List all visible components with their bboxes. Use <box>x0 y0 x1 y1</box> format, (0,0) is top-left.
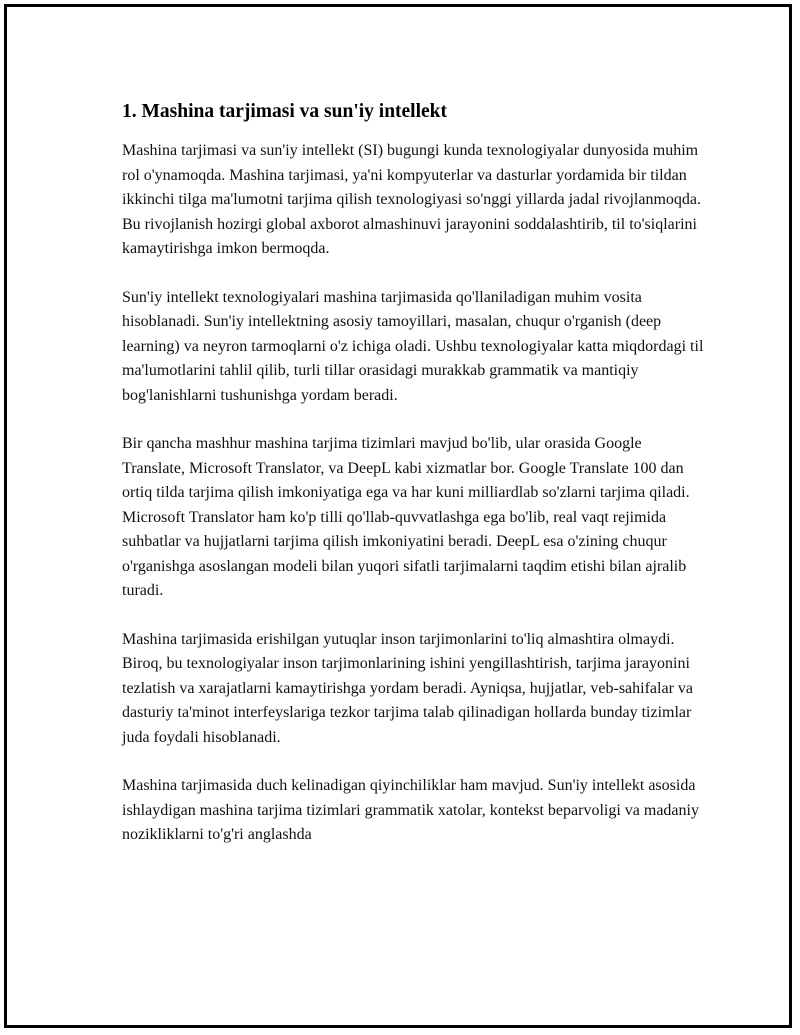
document-content <box>122 99 704 848</box>
section-heading: 1. Mashina tarjimasi va sun'iy intellekt <box>122 101 448 122</box>
paragraph-2: Sun'iy intellekt texnologiyalari mashina tarjimasida qo'llaniladigan muhim vosita hisoblanadi. Sun'iy intellektning asosiy tamoyillari, masalan, chuqur o'rganish (deep learning) va neyron tarmoqlarni o'z ichiga oladi. Ushbu texnologiyalar katta miqdordagi til ma'lumotlarini tahlil qilib, turli tillar orasidagi murakkab grammatik va mantiqiy bog'lanishlarni tushunishga yordam beradi. <box>122 288 704 404</box>
paragraph-1: Mashina tarjimasi va sun'iy intellekt (SI) bugungi kunda texnologiyalar dunyosida muhim rol o'ynamoqda. Mashina tarjimasi, ya'ni kompyuterlar va dasturlar yordamida bir tildan ikkinchi tilga ma'lumotni tarjima qilish texnologiyasi so'nggi yillarda jadal rivojlanmoqda. Bu rivojlanish hozirgi global axborot almashinuvi jarayonini soddalashtirib, til to'siqlarini kamaytirishga imkon bermoqda. <box>122 142 701 257</box>
document-page <box>4 4 792 1028</box>
paragraph-4: Mashina tarjimasida erishilgan yutuqlar inson tarjimonlarini to'liq almashtira olmaydi. Biroq, bu texnologiyalar inson tarjimonlarining ishini yengillashtirish, tarjima jarayonini tezlatish va xarajatlarni kamaytirishga yordam beradi. Ayniqsa, hujjatlar, veb-sahifalar va dasturiy ta'minot interfeyslariga tezkor tarjima talab qilinadigan hollarda bunday tizimlar juda foydali hisoblanadi. <box>122 630 694 746</box>
paragraph-3: Bir qancha mashhur mashina tarjima tizimlari mavjud bo'lib, ular orasida Google Translate, Microsoft Translator, va DeepL kabi xizmatlar bor. Google Translate 100 dan ortiq tilda tarjima qilish imkoniyatiga ega va har kuni milliardlab so'zlarni tarjima qiladi. Microsoft Translator ham ko'p tilli qo'llab-quvvatlashga ega bo'lib, real vaqt rejimida suhbatlar va hujjatlarni tarjima qilish imkoniyatini beradi. DeepL esa o'zining chuqur o'rganishga asoslangan modeli bilan yuqori sifatli tarjimalarni taqdim etishi bilan ajralib turadi. <box>122 435 690 599</box>
paragraph-5: Mashina tarjimasida duch kelinadigan qiyinchiliklar ham mavjud. Sun'iy intellekt asosida ishlaydigan mashina tarjima tizimlari grammatik xatolar, kontekst beparvoligi va madaniy nozikliklarni to'g'ri anglashda <box>122 777 699 843</box>
